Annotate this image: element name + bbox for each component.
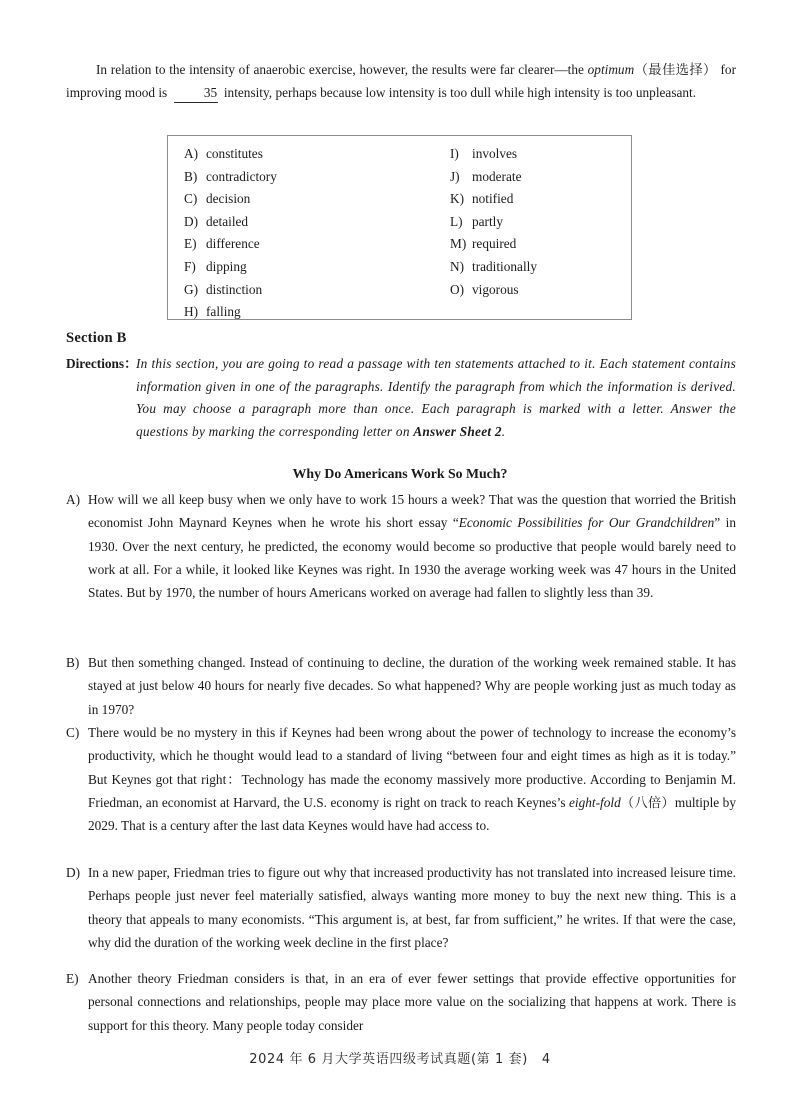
lead-text-before-blank: In relation to the intensity of anaerobic exercise, however, the results were far clearer—the [96, 62, 588, 77]
option-item[interactable] [450, 279, 624, 302]
option-word: constitutes [206, 146, 263, 161]
paragraph-c-text-1: There would be no mystery in this if Keynes had been wrong about the power of technology to increase the economy’s productivity, which he thought would lead to a standard of living “between four and eight times as high as it is today.” But Keynes got that right：Technology has made the economy massively more productive. According to Benjamin M. Friedman, an economist at Harvard, the U.S. economy is right on track to reach Keynes’s [88, 725, 736, 810]
directions-text-part1: In this section, you are going to read a passage with ten statements attached to it. Each statement contains information given in one of the paragraphs. Identify the paragraph from which the information is derived. You may choose a paragraph more than once. Each paragraph is marked with a letter. Answer the questions by marking the corresponding letter on [136, 356, 736, 439]
option-item[interactable] [184, 143, 404, 166]
option-letter: M) [450, 236, 467, 252]
option-word: involves [472, 146, 518, 161]
eight-fold-italic: eight-fold [569, 794, 621, 810]
option-letter: H) [184, 304, 199, 320]
option-letter: E) [184, 236, 197, 252]
option-item[interactable] [184, 301, 404, 324]
answer-sheet-reference: Answer Sheet 2 [413, 423, 502, 439]
option-word: falling [206, 304, 241, 320]
option-item[interactable] [450, 211, 624, 234]
passage-paragraph-c [66, 721, 736, 837]
paragraph-marker-c: C) [66, 725, 80, 740]
option-word: vigorous [472, 281, 519, 297]
option-word: partly [472, 213, 504, 229]
option-word: moderate [472, 168, 522, 184]
paragraph-marker-a: A) [66, 492, 81, 507]
option-item[interactable] [184, 279, 404, 302]
directions-text-part2: . [501, 423, 506, 439]
option-letter: A) [184, 146, 199, 161]
paragraph-marker-e: E) [66, 971, 79, 986]
option-item[interactable] [184, 166, 404, 189]
directions-text [136, 353, 736, 443]
option-letter: B) [184, 168, 198, 184]
paragraph-d-text: In a new paper, Friedman tries to figure out why that increased productivity has not translated into increased leisure time. Perhaps people just never feel materially satisfied, always wanting more money to buy the next new thing. This is a theory that appeals to many economists. “This argument is, at best, far from sufficient,” he writes. If that were the case, why did the duration of the working week decline in the first place? [88, 865, 736, 950]
footer-exam-title: 2024 年 6 月大学英语四级考试真题(第 1 套) [249, 1052, 528, 1067]
option-letter: O) [450, 281, 465, 297]
paragraph-a-text-2: ” in 1930. Over the next century, he predicted, the economy would become so productive that people would barely need to work at all. For a while, it looked like Keynes was right. In 1930 the average working week was 47 hours in the United States. But by 1970, the number of hours Americans worked on average had fallen to slightly less than 39. [88, 515, 736, 601]
paragraph-c-text-2: （八倍）multiple by 2029. That is a century after the last data Keynes would have had access to. [88, 794, 736, 834]
page-footer [0, 1048, 800, 1067]
section-heading: Section B [66, 330, 127, 346]
option-letter: D) [184, 213, 199, 229]
option-word: notified [472, 191, 514, 207]
option-word: difference [206, 236, 260, 252]
option-letter: J) [450, 168, 460, 184]
answer-blank-35[interactable]: 35 [174, 84, 218, 103]
passage-paragraph-e [66, 967, 736, 1037]
lead-paragraph [66, 58, 736, 105]
word-bank-box [167, 135, 632, 320]
option-letter: K) [450, 191, 465, 207]
paragraph-b-text: But then something changed. Instead of continuing to decline, the duration of the working week remained stable. It has stayed at just below 40 hours for nearly five decades. So what happened? Why are people working just as much today as in 1970? [88, 655, 736, 717]
option-word: dipping [206, 258, 247, 274]
option-item[interactable] [450, 143, 624, 166]
option-item[interactable] [184, 188, 404, 211]
option-letter: G) [184, 281, 199, 297]
passage-title: Why Do Americans Work So Much? [292, 466, 508, 481]
option-word: traditionally [472, 258, 537, 274]
word-bank-grid [184, 143, 624, 324]
option-letter: C) [184, 191, 198, 207]
option-word: detailed [206, 213, 249, 229]
paragraph-marker-d: D) [66, 865, 81, 880]
paragraph-e-text: Another theory Friedman considers is that, in an era of ever fewer settings that provide effective opportunities for personal connections and relationships, people may place more value on the socializing that happens at work. There is support for this theory. Many people today consider [88, 971, 736, 1033]
lead-text-middle: for improving mood is [66, 62, 736, 101]
footer-page-number: 4 [541, 1052, 551, 1067]
option-letter: F) [184, 258, 196, 274]
directions-block [66, 353, 736, 443]
option-letter: N) [450, 258, 465, 274]
option-letter: I) [450, 146, 459, 161]
passage-paragraph-b [66, 651, 736, 721]
option-item[interactable] [184, 233, 404, 256]
option-item[interactable] [450, 256, 624, 279]
paragraph-marker-b: B) [66, 655, 80, 670]
essay-title-italic: Economic Possibilities for Our Grandchildren [458, 515, 715, 531]
option-word: contradictory [206, 168, 277, 184]
option-letter: L) [450, 213, 463, 229]
paragraph-a-text-1: How will we all keep busy when we only have to work 15 hours a week? That was the question that worried the British economist John Maynard Keynes when he wrote his short essay “ [88, 492, 736, 531]
option-item[interactable] [184, 256, 404, 279]
option-word: required [472, 236, 517, 252]
word-bank-left-column [184, 143, 404, 324]
option-word: distinction [206, 281, 263, 297]
passage-paragraph-d [66, 861, 736, 954]
passage-paragraph-a [66, 488, 736, 604]
option-item[interactable] [184, 211, 404, 234]
chinese-gloss: （最佳选择） [634, 62, 717, 77]
option-item[interactable] [450, 166, 624, 189]
option-item[interactable] [450, 188, 624, 211]
italic-term-optimum: optimum [587, 62, 635, 77]
word-bank-right-column [404, 143, 624, 324]
lead-text-after-blank: intensity, perhaps because low intensity is too dull while high intensity is too unpleasant. [220, 85, 697, 101]
option-item[interactable] [450, 233, 624, 256]
option-word: decision [206, 191, 251, 207]
directions-label: Directions： [66, 356, 138, 371]
